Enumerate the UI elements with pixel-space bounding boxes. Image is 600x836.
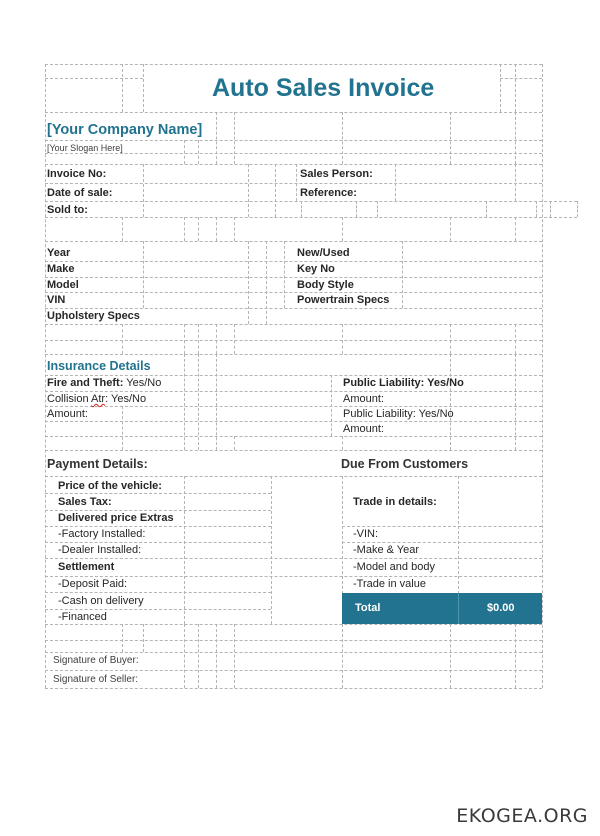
new-used-label: New/Used	[297, 247, 350, 259]
public-liability-label-1: Public Liability: Yes/No	[343, 377, 464, 389]
page-title: Auto Sales Invoice	[212, 74, 435, 102]
make-label: Make	[47, 263, 75, 275]
trade-make-year-label: -Make & Year	[353, 544, 420, 556]
trade-in-value-label: -Trade in value	[353, 578, 426, 590]
price-of-vehicle-label: Price of the vehicle:	[58, 480, 162, 492]
year-label: Year	[47, 247, 71, 259]
brand-watermark: EKOGEA.ORG	[456, 805, 588, 827]
total-row	[342, 593, 542, 624]
due-from-customers-heading: Due From Customers	[341, 457, 469, 471]
insurance-heading: Insurance Details	[47, 359, 151, 373]
total-value: $0.00	[487, 602, 515, 614]
sold-to-label: Sold to:	[47, 204, 88, 216]
dealer-installed-label: -Dealer Installed:	[58, 544, 142, 556]
key-no-label: Key No	[297, 263, 335, 275]
payment-details-heading: Payment Details:	[47, 457, 148, 471]
signature-seller-label: Signature of Seller:	[53, 674, 139, 685]
total-divider	[458, 593, 459, 624]
fire-theft-label: Fire and Theft:	[47, 377, 124, 389]
trade-vin-label: -VIN:	[353, 528, 379, 540]
collision-text-misspelled: Atr	[91, 393, 106, 405]
company-name: [Your Company Name]	[47, 122, 203, 138]
vin-label: VIN	[47, 294, 66, 306]
trade-in-details-label: Trade in details:	[353, 496, 437, 508]
amount-right-label-2: Amount:	[343, 423, 384, 435]
invoice-no-label: Invoice No:	[47, 168, 107, 180]
trade-model-body-label: -Model and body	[353, 561, 435, 573]
signature-buyer-label: Signature of Buyer:	[53, 655, 139, 666]
financed-label: -Financed	[58, 611, 107, 623]
upholstery-label: Upholstery Specs	[47, 310, 140, 322]
body-style-label: Body Style	[297, 279, 354, 291]
collision-text-post: : Yes/No	[105, 393, 147, 405]
delivered-price-label: Delivered price Extras	[58, 512, 174, 524]
model-label: Model	[47, 279, 79, 291]
amount-left-label: Amount:	[47, 408, 88, 420]
deposit-paid-label: -Deposit Paid:	[58, 578, 128, 590]
sales-person-label: Sales Person:	[300, 168, 373, 180]
collision-text-pre: Collision	[47, 393, 92, 405]
collision-row	[47, 392, 146, 406]
sales-tax-label: Sales Tax:	[58, 496, 112, 508]
date-of-sale-label: Date of sale:	[47, 187, 113, 199]
total-label: Total	[355, 602, 381, 614]
factory-installed-label: -Factory Installed:	[58, 528, 146, 540]
settlement-label: Settlement	[58, 561, 115, 573]
fire-theft-row	[47, 376, 161, 390]
fire-theft-value: Yes/No	[126, 377, 162, 389]
amount-right-label-1: Amount:	[343, 393, 384, 405]
reference-label: Reference:	[300, 187, 357, 199]
cash-on-delivery-label: -Cash on delivery	[58, 595, 144, 607]
public-liability-label-2: Public Liability: Yes/No	[343, 408, 454, 420]
company-slogan: [Your Slogan Here]	[47, 143, 123, 153]
powertrain-label: Powertrain Specs	[297, 294, 390, 306]
